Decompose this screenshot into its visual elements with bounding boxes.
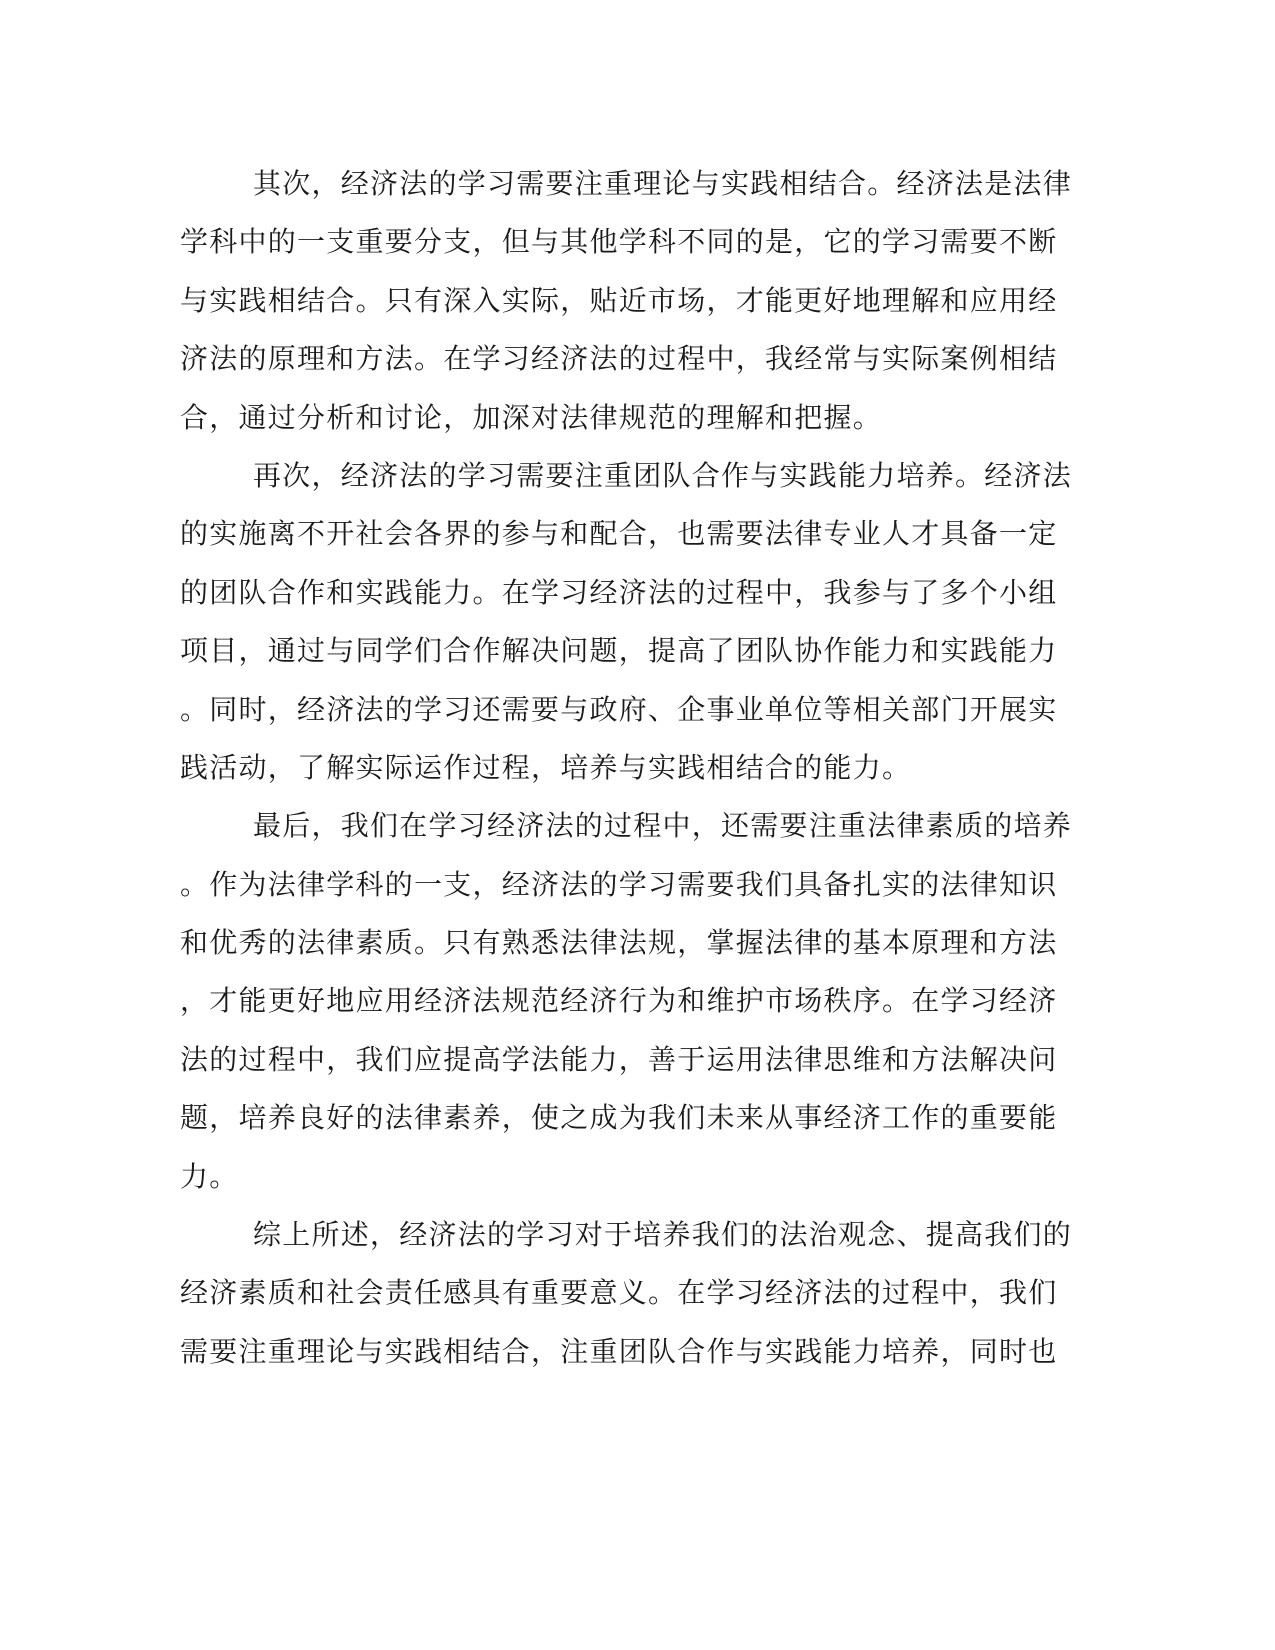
- paragraph-1: [180, 155, 1073, 447]
- text-line: 题，培养良好的法律素养，使之成为我们未来从事经济工作的重要能: [180, 1101, 1058, 1135]
- text-line: 经济素质和社会责任感具有重要意义。在学习经济法的过程中，我们: [180, 1276, 1058, 1310]
- text-line: 的实施离不开社会各界的参与和配合，也需要法律专业人才具备一定: [180, 517, 1058, 551]
- text-line: 学科中的一支重要分支，但与其他学科不同的是，它的学习需要不断: [180, 225, 1058, 259]
- text-line: 其次，经济法的学习需要注重理论与实践相结合。经济法是法律: [253, 167, 1073, 200]
- text-line: 与实践相结合。只有深入实际，贴近市场，才能更好地理解和应用经: [180, 283, 1058, 317]
- document-page: [180, 155, 1073, 1381]
- text-line: 和优秀的法律素质。只有熟悉法律法规，掌握法律的基本原理和方法: [180, 926, 1058, 960]
- text-line: 。作为法律学科的一支，经济法的学习需要我们具备扎实的法律知识: [180, 867, 1058, 901]
- text-line: 法的过程中，我们应提高学法能力，善于运用法律思维和方法解决问: [180, 1042, 1058, 1076]
- text-line: 践活动，了解实际运作过程，培养与实践相结合的能力。: [180, 750, 912, 784]
- text-line: ，才能更好地应用经济法规范经济行为和维护市场秩序。在学习经济: [180, 984, 1058, 1018]
- text-line: 合，通过分析和讨论，加深对法律规范的理解和把握。: [180, 400, 883, 434]
- text-line: 综上所述，经济法的学习对于培养我们的法治观念、提高我们的: [253, 1218, 1073, 1252]
- text-line: 需要注重理论与实践相结合，注重团队合作与实践能力培养，同时也: [180, 1334, 1058, 1368]
- text-line: 力。: [180, 1159, 239, 1193]
- text-line: 项目，通过与同学们合作解决问题，提高了团队协作能力和实践能力: [180, 634, 1058, 668]
- text-line: 济法的原理和方法。在学习经济法的过程中，我经常与实际案例相结: [180, 342, 1058, 376]
- paragraph-4: [180, 1206, 1073, 1381]
- text-line: 最后，我们在学习经济法的过程中，还需要注重法律素质的培养: [253, 809, 1073, 843]
- paragraph-2: [180, 447, 1073, 797]
- text-line: 。同时，经济法的学习还需要与政府、企事业单位等相关部门开展实: [180, 692, 1058, 726]
- text-line: 再次，经济法的学习需要注重团队合作与实践能力培养。经济法: [253, 458, 1073, 492]
- text-line: 的团队合作和实践能力。在学习经济法的过程中，我参与了多个小组: [180, 575, 1058, 609]
- paragraph-3: [180, 797, 1073, 1206]
